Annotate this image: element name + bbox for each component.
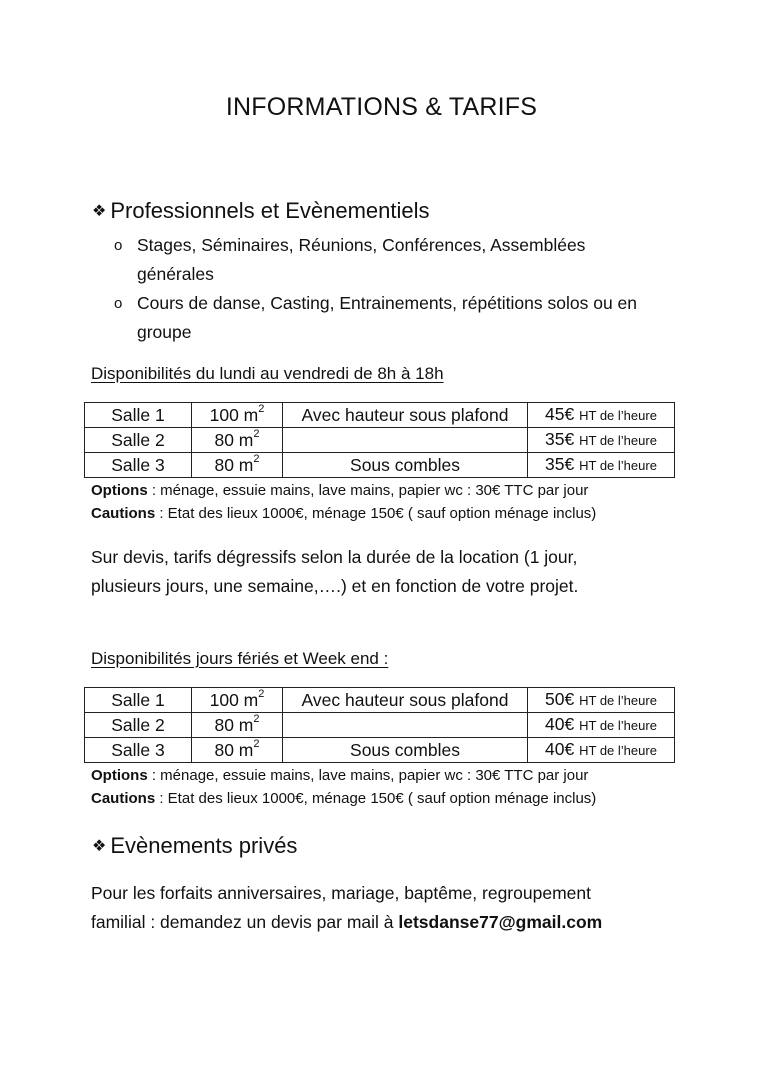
- table-row: Salle 2 80 $m^2$ 40€ HT de l’heure: [85, 713, 675, 738]
- section-heading-text: Professionnels et Evènementiels: [110, 198, 430, 223]
- list-item: o Cours de danse, Casting, Entrainements, répétitions solos ou en groupe: [114, 289, 684, 347]
- table-row: Salle 1 100 $m^2$ Avec hauteur sous plafond 50€ HT de l’heure: [85, 688, 675, 713]
- section-heading-pro: [92, 198, 430, 224]
- table-row: Salle 3 80 $m^2$ Sous combles 35€ HT de l’heure: [85, 453, 675, 478]
- page-title: INFORMATIONS & TARIFS: [225, 93, 538, 121]
- weekend-cautions: Cautions : Etat des lieux 1000€, ménage 150€ ( sauf option ménage inclus): [91, 790, 597, 807]
- weekday-tariff-table: [84, 402, 675, 478]
- email-link[interactable]: letsdanse77@gmail.com: [398, 912, 603, 932]
- table-row: Salle 2 80 $m^2$ 35€ HT de l’heure: [85, 428, 675, 453]
- weekday-options: Options : ménage, essuie mains, lave mains, papier wc : 30€ TTC par jour: [91, 482, 589, 499]
- section-heading-private: [92, 833, 297, 859]
- weekday-heading: Disponibilités du lundi au vendredi de 8h à 18h: [91, 364, 444, 383]
- circle-bullet-icon: o: [114, 237, 123, 254]
- weekend-tariff-table: [84, 687, 675, 763]
- list-item: o Stages, Séminaires, Réunions, Conférences, Assemblées générales: [114, 231, 684, 289]
- diamond-bullet-icon: ❖: [92, 203, 107, 220]
- weekend-options: Options : ménage, essuie mains, lave mains, papier wc : 30€ TTC par jour: [91, 767, 589, 784]
- weekday-cautions: Cautions : Etat des lieux 1000€, ménage 150€ ( sauf option ménage inclus): [91, 505, 597, 522]
- diamond-bullet-icon: ❖: [92, 838, 107, 855]
- devis-paragraph: Sur devis, tarifs dégressifs selon la durée de la location (1 jour, plusieurs jours, une semaine,….) et en fonction de votre projet.: [91, 547, 579, 596]
- circle-bullet-icon: o: [114, 295, 123, 312]
- table-row: Salle 3 80 $m^2$ Sous combles 40€ HT de l’heure: [85, 738, 675, 763]
- weekend-heading: Disponibilités jours fériés et Week end :: [91, 649, 389, 668]
- table-row: Salle 1 100 $m^2$ Avec hauteur sous plafond 45€ HT de l’heure: [85, 403, 675, 428]
- section-heading-text: Evènements privés: [110, 833, 298, 858]
- private-paragraph: Pour les forfaits anniversaires, mariage, baptême, regroupement familial : demandez un devis par mail à letsdanse77@gmail.com: [91, 883, 603, 932]
